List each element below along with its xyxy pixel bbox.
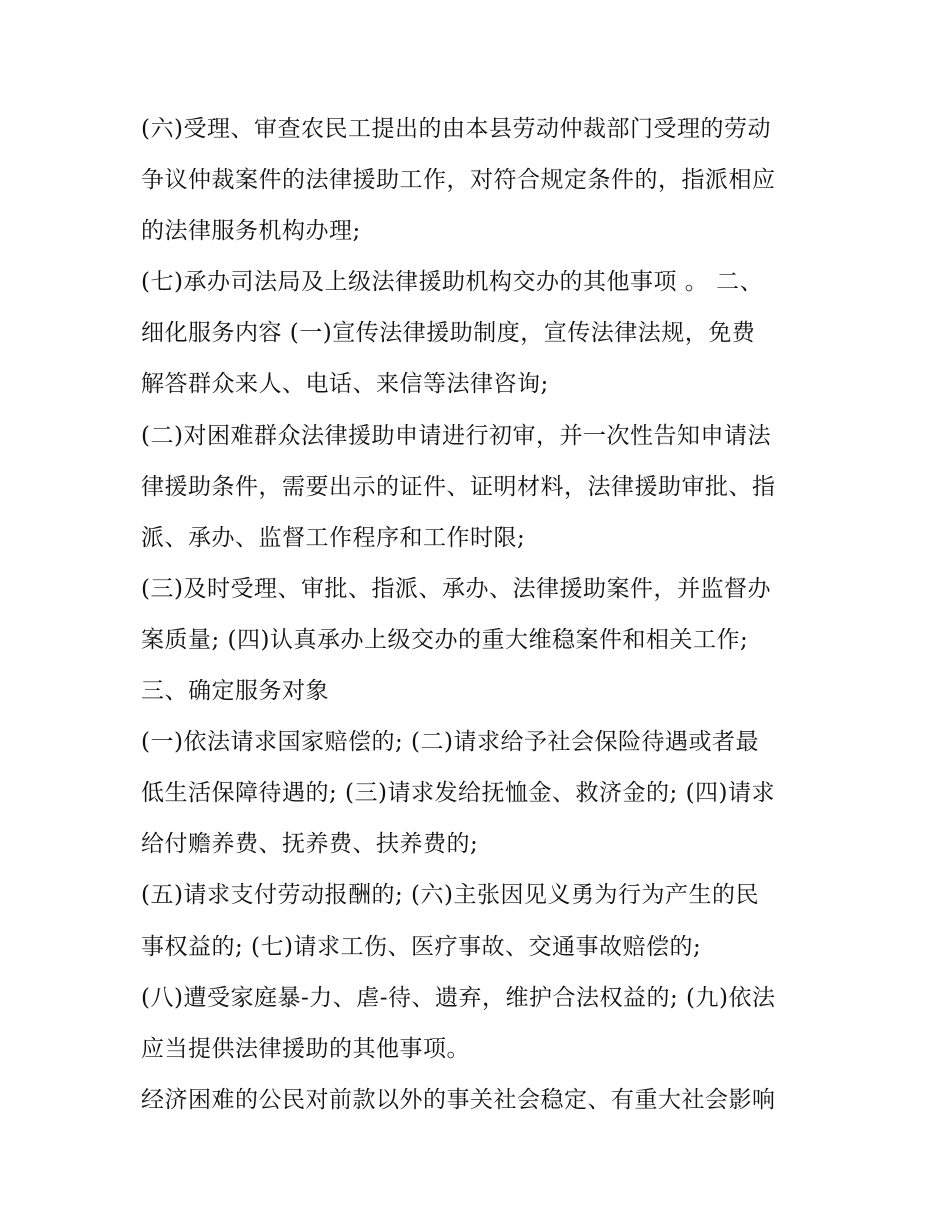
text-line: 解答群众来人、电话、来信等法律咨询; — [141, 371, 549, 398]
text-line: 争议仲裁案件的法律援助工作，对符合规定条件的，指派相应 — [141, 167, 776, 194]
text-line: 事权益的; (七)请求工伤、医疗事故、交通事故赔偿的; — [141, 933, 702, 960]
text-line: 派、承办、监督工作程序和工作时限; — [141, 524, 526, 551]
text-line: 低生活保障待遇的; (三)请求发给抚恤金、救济金的; (四)请求 — [141, 780, 776, 807]
text-line: 律援助条件，需要出示的证件、证明材料，法律援助审批、指 — [141, 473, 776, 500]
text-line: 案质量; (四)认真承办上级交办的重大维稳案件和相关工作; — [141, 626, 749, 653]
text-line: (三)及时受理、审批、指派、承办、法律援助案件，并监督办 — [141, 575, 771, 602]
document-page — [141, 104, 821, 1126]
text-line: (六)受理、审查农民工提出的由本县劳动仲裁部门受理的劳动 — [141, 116, 771, 142]
text-line: 细化服务内容 (一)宣传法律援助制度，宣传法律法规，免费 — [141, 320, 756, 347]
section-heading: 三、确定服务对象 — [141, 678, 329, 705]
text-line: (二)对困难群众法律援助申请进行初审，并一次性告知申请法 — [141, 422, 771, 449]
text-line: 的法律服务机构办理; — [141, 218, 361, 245]
text-line: (七)承办司法局及上级法律援助机构交办的其他事项 。 二、 — [141, 269, 764, 296]
text-line: 经济困难的公民对前款以外的事关社会稳定、有重大社会影响 — [141, 1086, 776, 1113]
text-line: (八)遭受家庭暴-力、虐-待、遗弃，维护合法权益的; (九)依法 — [141, 984, 776, 1011]
text-line: 给付赡养费、抚养费、扶养费的; — [141, 831, 479, 858]
text-line: 应当提供法律援助的其他事项。 — [141, 1035, 470, 1062]
text-line: (一)依法请求国家赔偿的; (二)请求给予社会保险待遇或者最 — [141, 729, 759, 756]
text-line: (五)请求支付劳动报酬的; (六)主张因见义勇为行为产生的民 — [141, 882, 759, 909]
